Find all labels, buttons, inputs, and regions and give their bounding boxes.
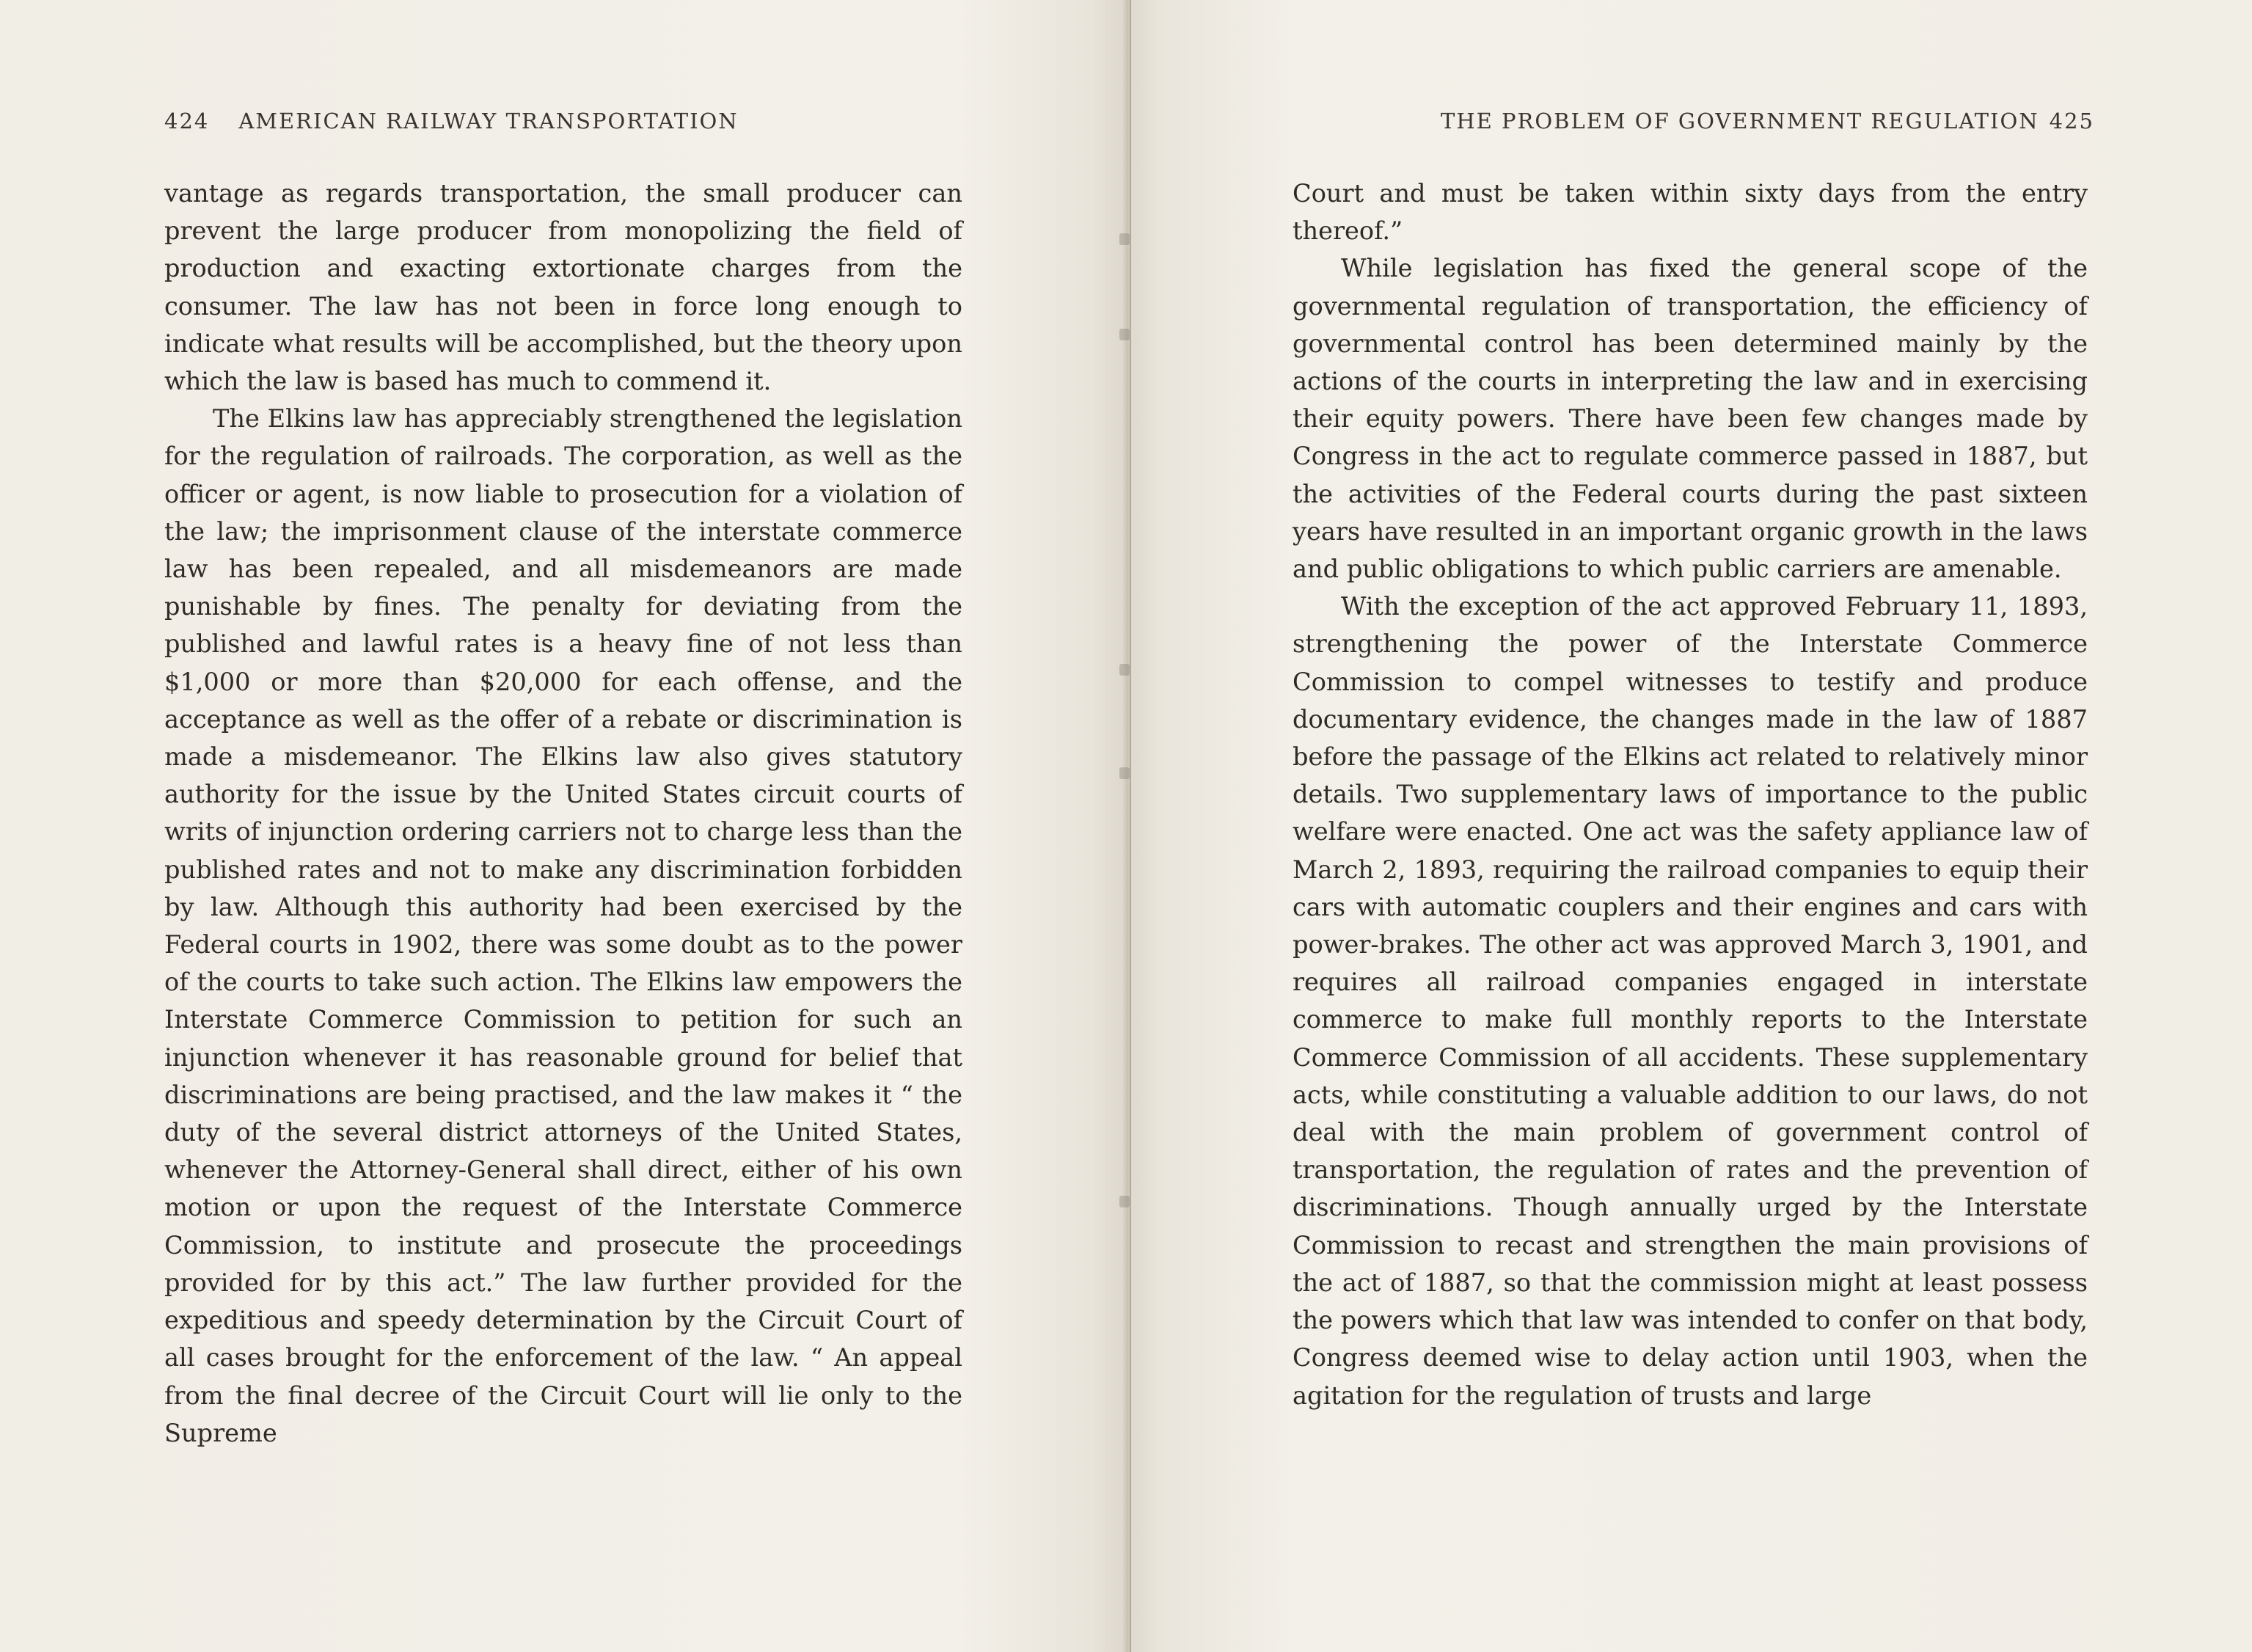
right-page-body [1293, 175, 2088, 1414]
right-running-head: THE PROBLEM OF GOVERNMENT REGULATION [1441, 109, 2039, 134]
right-paragraph-1: Court and must be taken within sixty days from the entry thereof.” [1293, 179, 2088, 246]
right-paragraph-3: With the exception of the act approved February 11, 1893, strengthening the power of the Interstate Commerce Commission to compel witnesses to testify and produce documentary evidence, the changes made in the law of 1887 before the passage of the Elkins act related to relatively minor details. Two supplementary laws of importance to the public welfare were enacted. One act was the safety appliance law of March 2, 1893, requiring the railroad companies to equip their cars with automatic couplers and their engines and cars with power-brakes. The other act was approved March 3, 1901, and requires all railroad companies engaged in interstate commerce to make full monthly reports to the Interstate Commerce Commission of all accidents. These supplementary acts, while constituting a valuable addition to our laws, do not deal with the main problem of government control of transportation, the regulation of rates and the prevention of discriminations. Though annually urged by the Interstate Commission to recast and strengthen the main provisions of the act of 1887, so that the commission might at least possess the powers which that law was intended to confer on that body, Congress deemed wise to delay action until 1903, when the agitation for the regulation of trusts and large [1293, 592, 2088, 1410]
left-paragraph-2: The Elkins law has appreciably strengthened the legislation for the regulation of railroads. The corporation, as well as the officer or agent, is now liable to prosecution for a violation of the law; the imprisonment clause of the interstate commerce law has been repealed, and all misdemeanors are made punishable by fines. The penalty for deviating from the published and lawful rates is a heavy fine of not less than $1,000 or more than $20,000 for each offense, and the acceptance as well as the offer of a rebate or discrimination is made a misdemeanor. The Elkins law also gives statutory authority for the issue by the United States circuit courts of writs of injunction ordering carriers not to charge less than the published rates and not to make any discrimination forbidden by law. Although this authority had been exercised by the Federal courts in 1902, there was some doubt as to the power of the courts to take such action. The Elkins law empowers the Interstate Commerce Commission to petition for such an injunction whenever it has reasonable ground for belief that discriminations are being practised, and the law makes it “ the duty of the several district attorneys of the United States, whenever the Attorney-General shall direct, either of his own motion or upon the request of the Interstate Commerce Commission, to institute and prosecute the proceedings provided for by this act.” The law further provided for the expeditious and speedy determination by the Circuit Court of all cases brought for the enforcement of the law. “ An appeal from the final decree of the Circuit Court will lie only to the Supreme [164, 404, 962, 1447]
gutter-stitch-mark [1119, 1196, 1130, 1207]
gutter-fold-line [1130, 0, 1131, 1652]
right-page-number: 425 [2049, 109, 2094, 134]
right-page-header [1331, 109, 2094, 138]
left-paragraph-1: vantage as regards transportation, the small producer can prevent the large producer from monopolizing the field of production and exacting extortionate charges from the consumer. The law has not been in force long enough to indicate what results will be accomplished, but the theory upon which the law is based has much to commend it. [164, 179, 962, 396]
left-page-body [164, 175, 962, 1452]
right-paragraph-2: While legislation has fixed the general scope of the governmental regulation of transportation, the efficiency of governmental control has been determined mainly by the actions of the courts in interpreting the law and in exercising their equity powers. There have been few changes made by Congress in the act to regulate commerce passed in 1887, but the activities of the Federal courts during the past sixteen years have resulted in an important organic growth in the laws and public obligations to which public carriers are amenable. [1293, 254, 2088, 584]
left-page-header [164, 109, 962, 138]
gutter-stitch-mark [1119, 329, 1130, 340]
gutter-stitch-mark [1119, 664, 1130, 676]
gutter-stitch-mark [1119, 767, 1130, 779]
left-running-head: AMERICAN RAILWAY TRANSPORTATION [238, 109, 739, 134]
left-page-number: 424 [164, 109, 210, 134]
gutter-stitch-mark [1119, 233, 1130, 245]
